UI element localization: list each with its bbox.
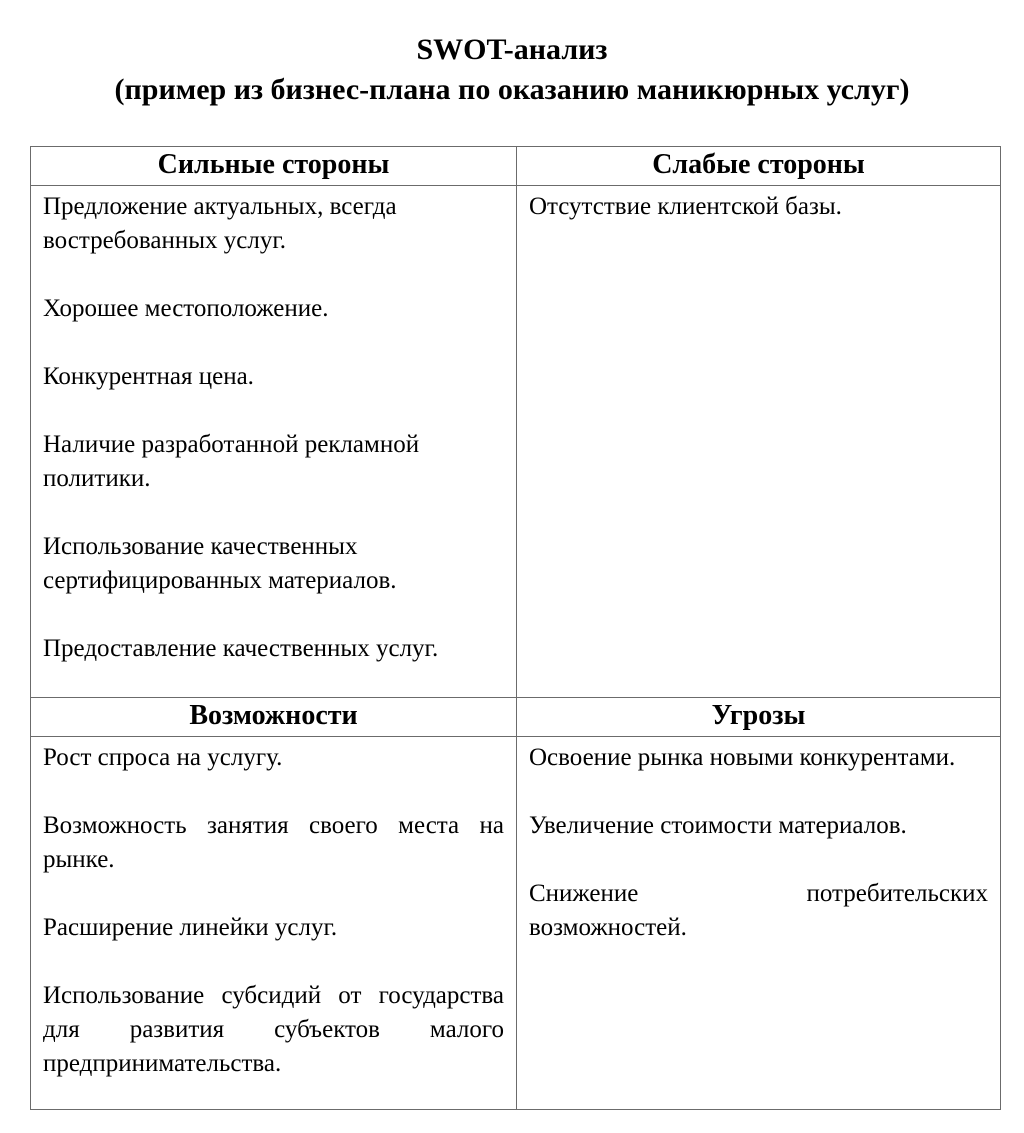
opportunities-header: Возможности (31, 698, 517, 737)
strengths-item: Хорошее местоположение. (43, 295, 329, 322)
strengths-header: Сильные стороны (31, 147, 517, 186)
opportunities-item: Расширение линейки услуг. (43, 914, 338, 941)
weaknesses-item: Отсутствие клиентской базы. (529, 193, 842, 220)
strengths-item: Предоставление качественных услуг. (43, 635, 439, 662)
strengths-item: Наличие разработанной рекламной политики. (43, 431, 420, 492)
opportunities-item: Использование субсидий от государства для развития субъектов малого предпринимательства. (43, 982, 504, 1077)
content-row-bottom (31, 737, 1001, 1110)
strengths-item: Конкурентная цена. (43, 363, 254, 390)
opportunities-item: Возможность занятия своего места на рынке. (43, 812, 504, 873)
title-line-1: SWOT-анализ (416, 33, 608, 66)
opportunities-item: Рост спроса на услугу. (43, 744, 283, 771)
threats-header: Угрозы (517, 698, 1001, 737)
threats-item: Увеличение стоимости материалов. (529, 812, 907, 839)
strengths-item: Предложение актуальных, всегда востребованных услуг. (43, 193, 397, 254)
header-row-bottom (31, 698, 1001, 737)
opportunities-cell (31, 737, 517, 1110)
swot-table (30, 146, 1001, 1110)
strengths-item: Использование качественных сертифицированных материалов. (43, 533, 397, 594)
content-row-top (31, 186, 1001, 698)
threats-item: Освоение рынка новыми конкурентами. (529, 744, 956, 771)
threats-item: Снижение потребительских возможностей. (529, 880, 988, 941)
weaknesses-cell (517, 186, 1001, 698)
weaknesses-header: Слабые стороны (517, 147, 1001, 186)
title-line-2: (пример из бизнес-плана по оказанию маникюрных услуг) (114, 73, 910, 106)
document-title (0, 30, 1024, 110)
strengths-cell (31, 186, 517, 698)
header-row-top (31, 147, 1001, 186)
threats-cell (517, 737, 1001, 1110)
